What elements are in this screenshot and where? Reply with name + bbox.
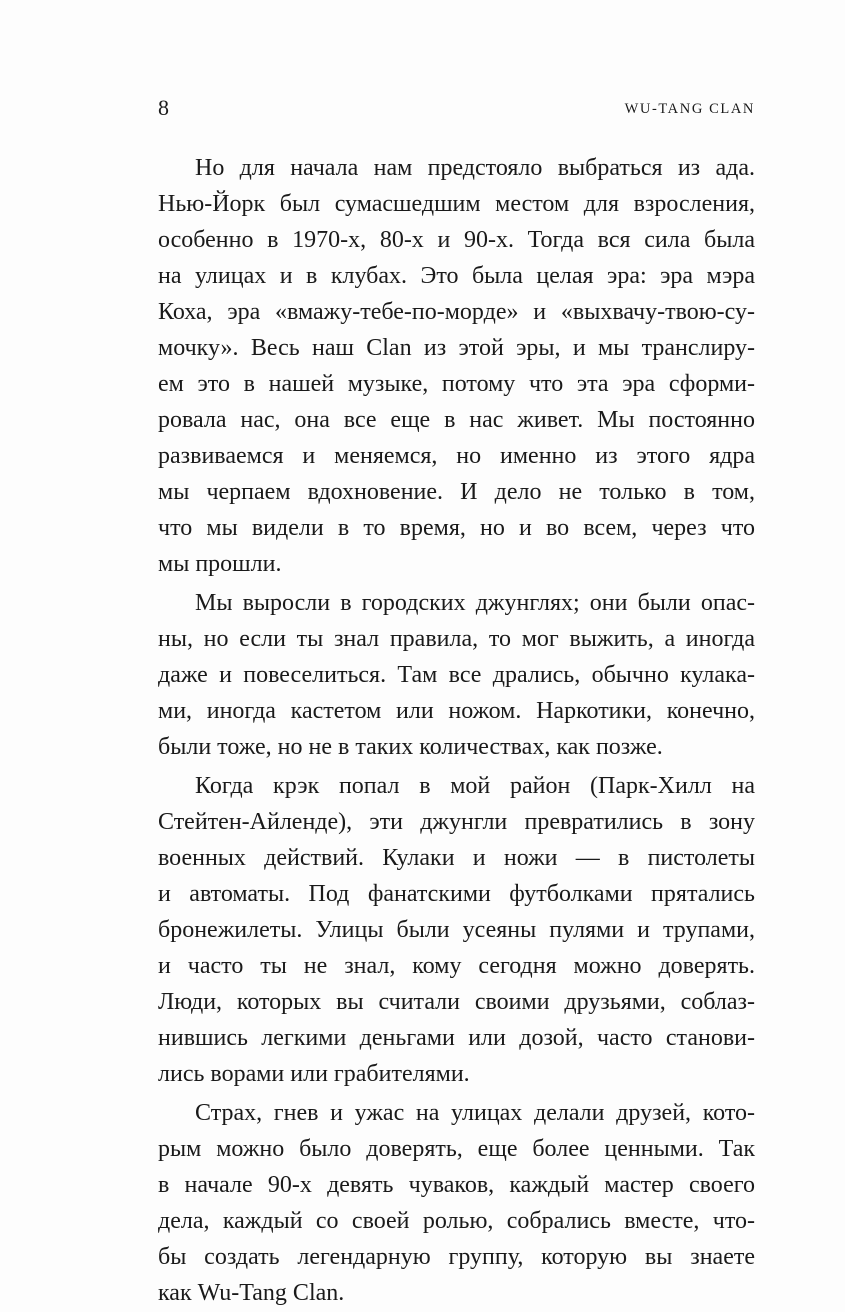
text-line: что мы видели в то время, но и во всем, через что	[158, 515, 755, 541]
text-line: развиваемся и меняемся, но именно из этого ядра	[158, 443, 755, 469]
text-line: даже и повеселиться. Там все дрались, обычно кулака-	[158, 662, 755, 688]
text-line: Мы выросли в городских джунглях; они были опас-	[195, 590, 755, 616]
text-line: ми, иногда кастетом или ножом. Наркотики, конечно,	[158, 698, 755, 724]
text-line: Стейтен-Айленде), эти джунгли превратились в зону	[158, 809, 755, 835]
text-line: лись ворами или грабителями.	[158, 1061, 470, 1087]
text-line: ны, но если ты знал правила, то мог выжить, а иногда	[158, 626, 755, 652]
text-line: Коха, эра «вмажу-тебе-по-морде» и «выхвачу-твою-су-	[158, 299, 755, 325]
text-line: военных действий. Кулаки и ножи — в пистолеты	[158, 845, 755, 871]
text-line: мы прошли.	[158, 551, 282, 577]
paragraph-4	[158, 1095, 755, 1311]
text-line: и часто ты не знал, кому сегодня можно доверять.	[158, 953, 755, 979]
text-line: дела, каждый со своей ролью, собрались вместе, что-	[158, 1208, 755, 1234]
text-line: на улицах и в клубах. Это была целая эра: эра мэра	[158, 263, 755, 289]
body-text	[158, 150, 755, 1311]
text-line: Но для начала нам предстояло выбраться из ада.	[195, 155, 755, 181]
text-line: мочку». Весь наш Clan из этой эры, и мы транслиру-	[158, 335, 755, 361]
text-line: были тоже, но не в таких количествах, как позже.	[158, 734, 663, 760]
text-line: бронежилеты. Улицы были усеяны пулями и трупами,	[158, 917, 755, 943]
text-line: бы создать легендарную группу, которую вы знаете	[158, 1244, 755, 1270]
text-line: ровала нас, она все еще в нас живет. Мы постоянно	[158, 407, 755, 433]
text-line: Люди, которых вы считали своими друзьями, соблаз-	[158, 989, 755, 1015]
text-line: нившись легкими деньгами или дозой, часто станови-	[158, 1025, 755, 1051]
text-line: как Wu-Tang Clan.	[158, 1280, 345, 1306]
text-line: мы черпаем вдохновение. И дело не только в том,	[158, 479, 755, 505]
text-line: и автоматы. Под фанатскими футболками прятались	[158, 881, 755, 907]
text-line: Нью-Йорк был сумасшедшим местом для взросления,	[158, 191, 755, 217]
text-line: ем это в нашей музыке, потому что эта эра сформи-	[158, 371, 755, 397]
text-line: рым можно было доверять, еще более ценными. Так	[158, 1136, 755, 1162]
text-line: особенно в 1970-х, 80-х и 90-х. Тогда вся сила была	[158, 227, 755, 253]
text-line: Когда крэк попал в мой район (Парк-Хилл на	[195, 773, 755, 799]
text-line: Страх, гнев и ужас на улицах делали друзей, кото-	[195, 1100, 755, 1126]
page-number: 8	[158, 95, 169, 120]
paragraph-2	[158, 585, 755, 765]
text-line: в начале 90-х девять чуваков, каждый мастер своего	[158, 1172, 755, 1198]
running-header: WU-TANG CLAN	[624, 101, 755, 117]
paragraph-1	[158, 150, 755, 582]
paragraph-3	[158, 768, 755, 1092]
